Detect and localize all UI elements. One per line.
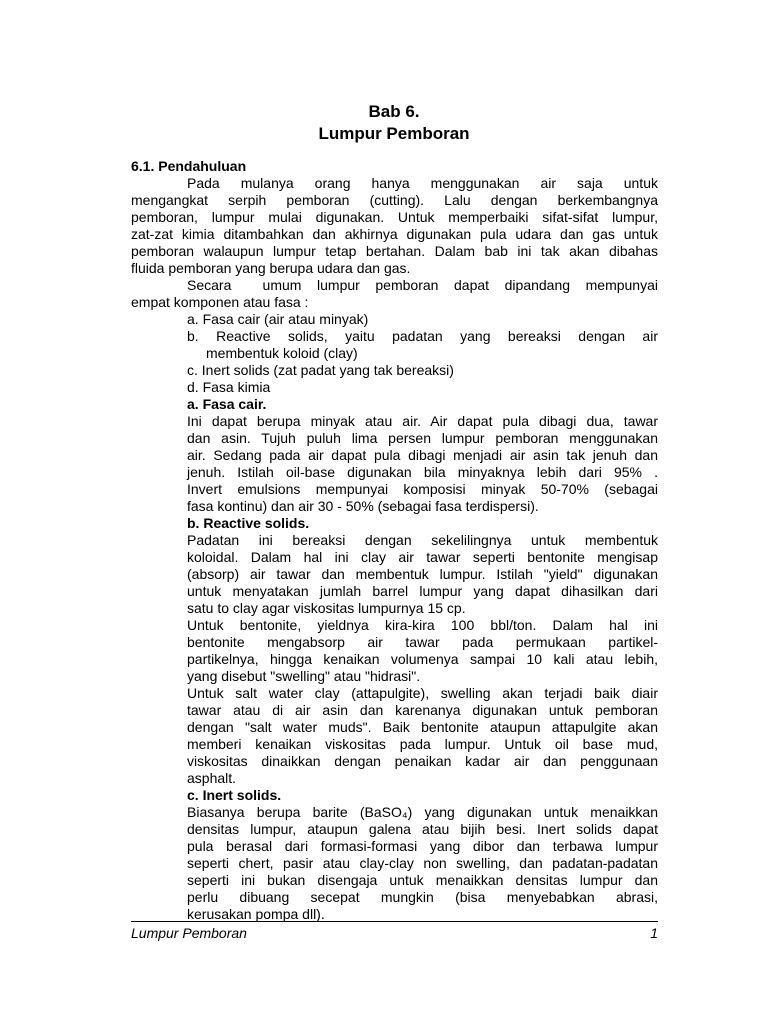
paragraph-line: Padatan ini bereaksi dengan sekelilingnya untuk membentuk — [187, 532, 658, 548]
page-number: 1 — [650, 925, 658, 941]
paragraph-line: Untuk salt water clay (attapulgite), swelling akan terjadi baik diair — [187, 685, 658, 701]
paragraph-line: Untuk bentonite, yieldnya kira-kira 100 bbl/ton. Dalam hal ini — [187, 617, 658, 633]
paragraph-line: (absorp) air tawar dan membentuk lumpur. Istilah "yield" digunakan — [187, 566, 658, 582]
paragraph-line: pula berasal dari formasi-formasi yang dibor dan terbawa lumpur — [187, 838, 658, 854]
paragraph-line: Secara umum lumpur pemboran dapat dipandang mempunyai — [187, 277, 658, 293]
list-item: d. Fasa kimia — [187, 379, 271, 395]
paragraph-line: fluida pemboran yang berupa udara dan gas. — [131, 260, 411, 276]
paragraph-line: kerusakan pompa dll). — [187, 906, 325, 922]
paragraph-line: partikelnya, hingga kenaikan volumenya sampai 10 kali atau lebih, — [187, 651, 658, 667]
paragraph-line: dengan "salt water muds". Baik bentonite ataupun attapulgite akan — [187, 719, 658, 735]
subsection-heading: a. Fasa cair. — [187, 396, 267, 412]
paragraph-line: zat-zat kimia ditambahkan dan akhirnya digunakan pula udara dan gas untuk — [131, 226, 658, 242]
paragraph-line: tawar atau di air asin dan karenanya digunakan untuk pemboran — [187, 702, 658, 718]
paragraph-line: viskositas dinaikkan dengan penaikan kadar air dan penggunaan — [187, 753, 658, 769]
paragraph-line: pemboran walaupun lumpur tetap bertahan. Dalam bab ini tak akan dibahas — [131, 243, 658, 259]
paragraph-line: perlu dibuang secepat mungkin (bisa menyebabkan abrasi, — [187, 889, 658, 905]
paragraph-line: dan asin. Tujuh puluh lima persen lumpur pemboran menggunakan — [187, 430, 658, 446]
footer-rule — [131, 921, 658, 922]
paragraph-line: Biasanya berupa barite (BaSO₄) yang digunakan untuk menaikkan — [187, 804, 658, 820]
paragraph-line: asphalt. — [187, 770, 237, 786]
paragraph-line: Pada mulanya orang hanya menggunakan air saja untuk — [187, 175, 658, 191]
paragraph-line: koloidal. Dalam hal ini clay air tawar seperti bentonite mengisap — [187, 549, 658, 565]
list-item-continuation: membentuk koloid (clay) — [206, 345, 358, 361]
footer-title: Lumpur Pemboran — [131, 925, 247, 941]
paragraph-line: satu to clay agar viskositas lumpurnya 15 cp. — [187, 600, 466, 616]
paragraph-line: seperti chert, pasir atau clay-clay non swelling, dan padatan-padatan — [187, 855, 658, 871]
paragraph-line: mengangkat serpih pemboran (cutting). Lalu dengan berkembangnya — [131, 192, 658, 208]
paragraph-line: fasa kontinu) dan air 30 - 50% (sebagai fasa terdispersi). — [187, 498, 539, 514]
paragraph-line: memberi kenaikan viskositas pada lumpur. Untuk oil base mud, — [187, 736, 658, 752]
section-heading: 6.1. Pendahuluan — [131, 158, 247, 174]
paragraph-line: pemboran, lumpur mulai digunakan. Untuk memperbaiki sifat-sifat lumpur, — [131, 209, 658, 225]
list-item: a. Fasa cair (air atau minyak) — [187, 311, 369, 327]
paragraph-line: Invert emulsions mempunyai komposisi minyak 50-70% (sebagai — [187, 481, 658, 497]
paragraph-line: air. Sedang pada air dapat pula dibagi menjadi air asin tak jenuh dan — [187, 447, 658, 463]
paragraph-line: yang disebut "swelling" atau "hidrasi". — [187, 668, 421, 684]
chapter-number: Bab 6. — [368, 102, 420, 121]
list-item: b. Reactive solids, yaitu padatan yang bereaksi dengan air — [187, 328, 658, 344]
paragraph-line: bentonite mengabsorp air tawar pada permukaan partikel- — [187, 634, 658, 650]
list-item: c. Inert solids (zat padat yang tak bereaksi) — [187, 362, 454, 378]
chapter-title: Lumpur Pemboran — [318, 124, 470, 143]
paragraph-line: untuk menyatakan jumlah barrel lumpur yang dapat dihasilkan dari — [187, 583, 658, 599]
paragraph-line: densitas lumpur, ataupun galena atau bijih besi. Inert solids dapat — [187, 821, 658, 837]
paragraph-line: empat komponen atau fasa : — [131, 294, 309, 310]
paragraph-line: seperti ini bukan disengaja untuk menaikkan densitas lumpur dan — [187, 872, 658, 888]
paragraph-line: jenuh. Istilah oil-base digunakan bila minyaknya lebih dari 95% . — [187, 464, 658, 480]
paragraph-line: Ini dapat berupa minyak atau air. Air dapat pula dibagi dua, tawar — [187, 413, 658, 429]
subsection-heading: b. Reactive solids. — [187, 515, 310, 531]
subsection-heading: c. Inert solids. — [187, 787, 282, 803]
